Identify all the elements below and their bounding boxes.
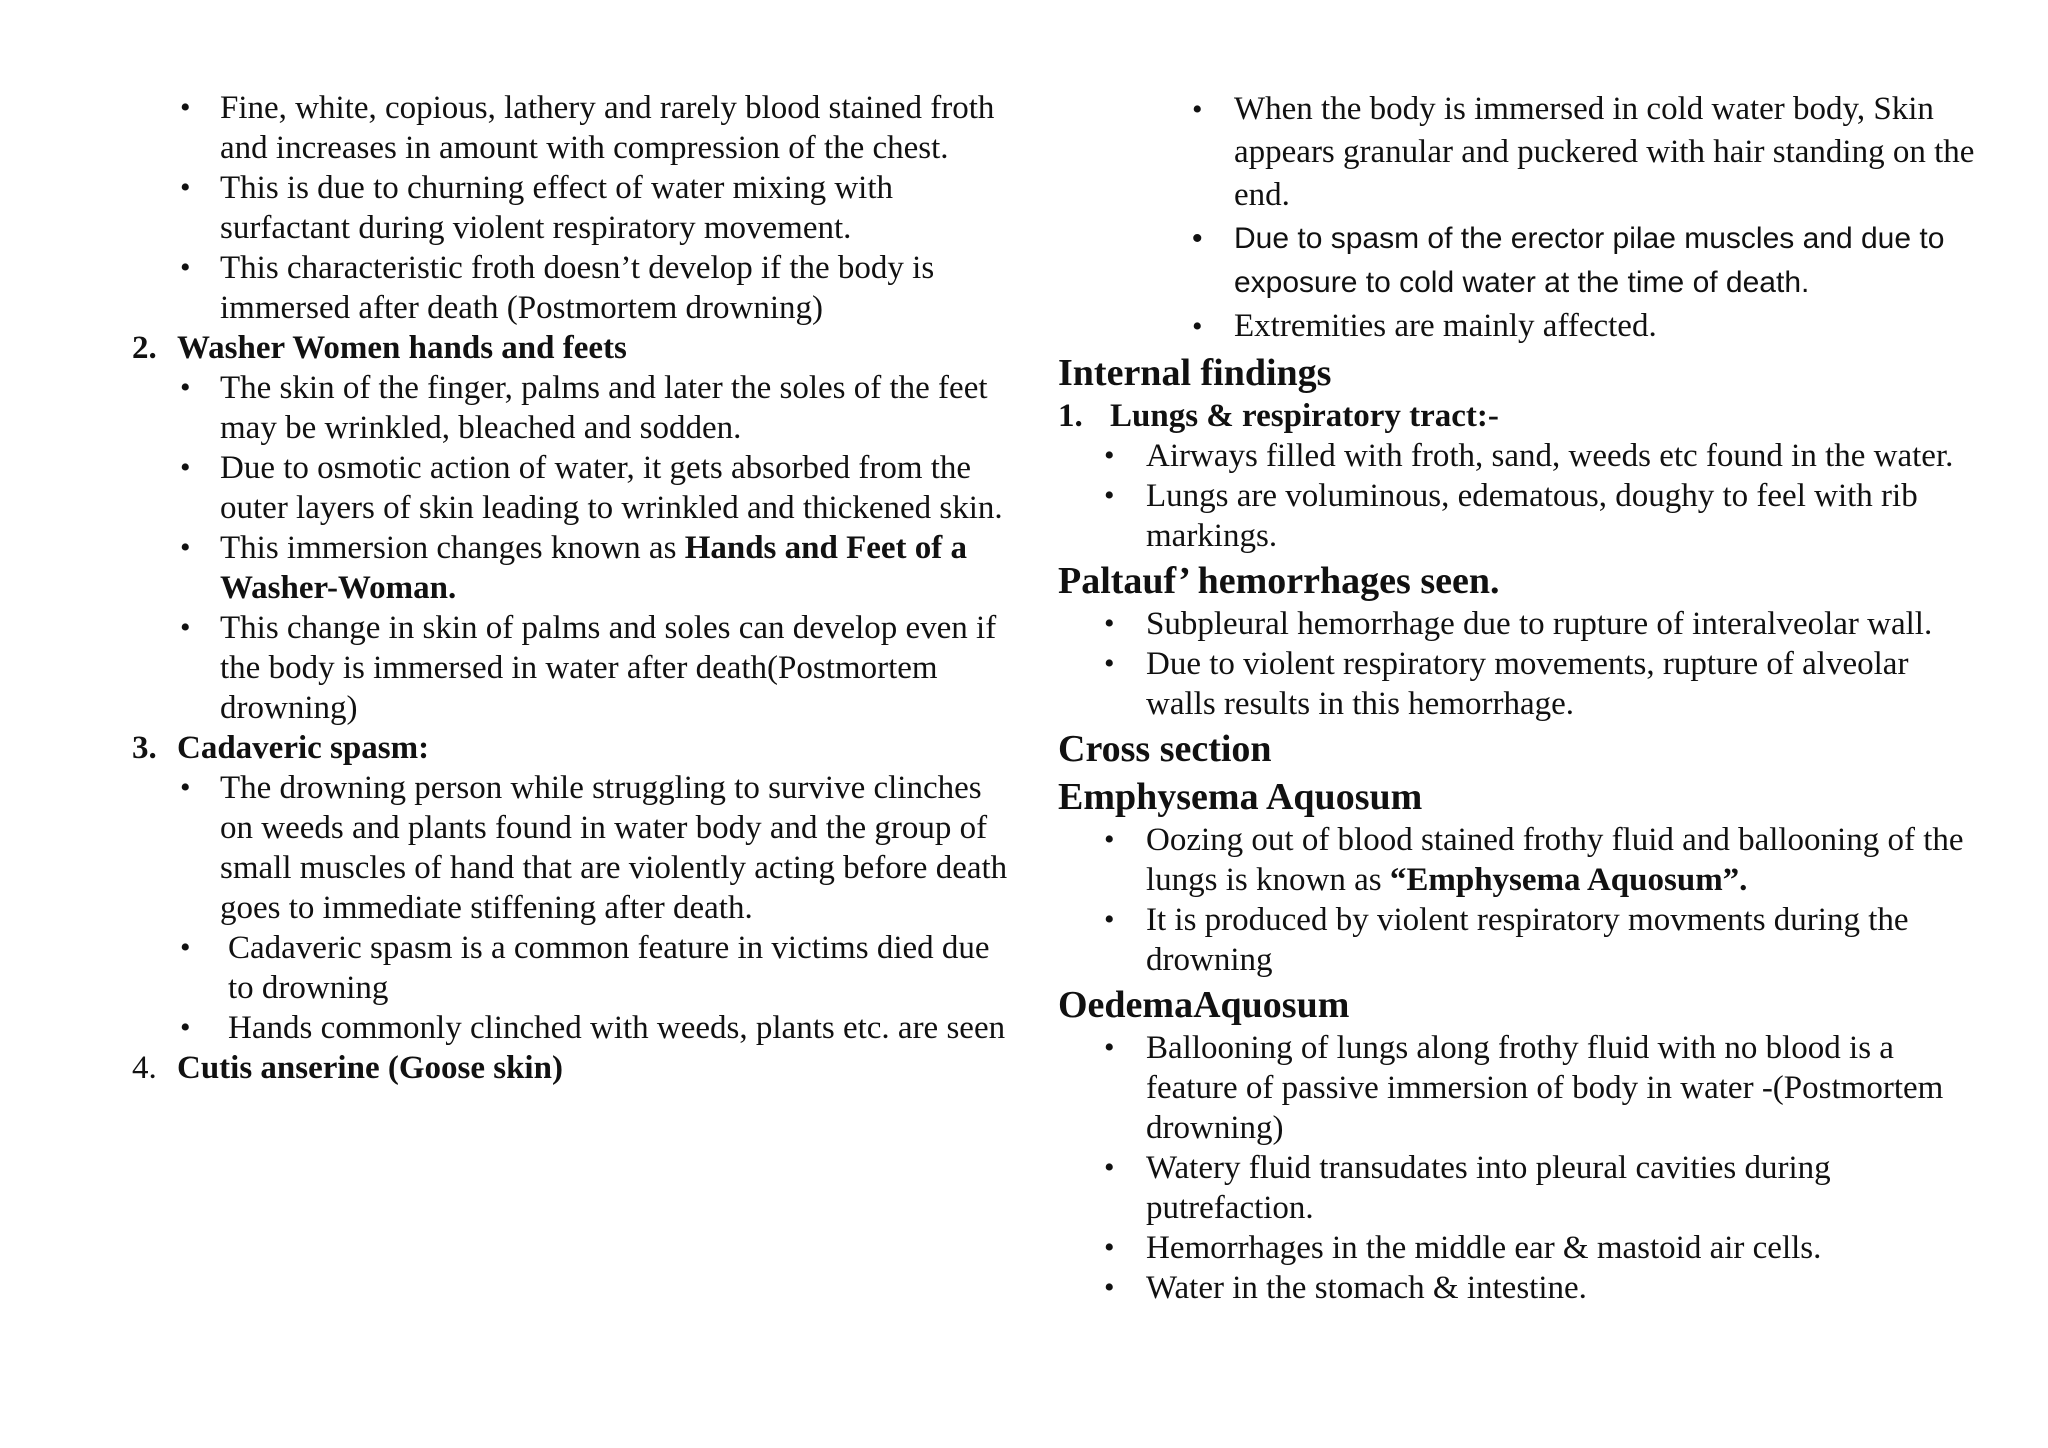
list-item: • Hands commonly clinched with weeds, plants etc. are seen (132, 1008, 1012, 1048)
left-column (132, 88, 1012, 1088)
emphysema-bullet-list (1058, 820, 1978, 980)
list-item: • Due to osmotic action of water, it gets absorbed from the outer layers of skin leading to wrinkled and thickened skin. (132, 448, 1012, 528)
section-heading-goose-skin: 4. Cutis anserine (Goose skin) (132, 1050, 563, 1086)
list-item: • Ballooning of lungs along frothy fluid with no blood is a feature of passive immersion of body in water -(Postmortem drowning) (1058, 1028, 1978, 1148)
list-item: • This immersion changes known as Hands and Feet of a Washer-Woman. (132, 528, 1012, 608)
list-item: • Fine, white, copious, lathery and rarely blood stained froth and increases in amount with compression of the chest. (132, 88, 1012, 168)
list-item: • Cadaveric spasm is a common feature in victims died due to drowning (132, 928, 1012, 1008)
washer-women-bullet-list (132, 368, 1012, 728)
right-column (1058, 88, 1978, 1308)
cadaveric-spasm-bullet-list-2 (132, 928, 1012, 1048)
list-item: • The skin of the finger, palms and later the soles of the feet may be wrinkled, bleached and sodden. (132, 368, 1012, 448)
list-item: • Lungs are voluminous, edematous, doughy to feel with rib markings. (1058, 476, 1978, 556)
section-heading-washer-women: 2. Washer Women hands and feets (132, 330, 627, 366)
internal-findings-heading: Internal findings (1058, 352, 1332, 394)
list-item: • Due to spasm of the erector pilae muscles and due to exposure to cold water at the time of death. (1058, 217, 1978, 305)
cross-section-heading: Cross section (1058, 728, 1272, 770)
list-item: • This is due to churning effect of water mixing with surfactant during violent respiratory movement. (132, 168, 1012, 248)
froth-bullet-list (132, 88, 1012, 328)
list-item: • Subpleural hemorrhage due to rupture of interalveolar wall. (1058, 604, 1978, 644)
list-item: • Hemorrhages in the middle ear & mastoid air cells. (1058, 1228, 1978, 1268)
list-item: • Airways filled with froth, sand, weeds etc found in the water. (1058, 436, 1978, 476)
list-item: • When the body is immersed in cold water body, Skin appears granular and puckered with hair standing on the end. (1058, 88, 1978, 217)
list-item: • The drowning person while struggling to survive clinches on weeds and plants found in water body and the group of small muscles of hand that are violently acting before death goes to immediate stiffening after death. (132, 768, 1012, 928)
list-item: • This characteristic froth doesn’t develop if the body is immersed after death (Postmortem drowning) (132, 248, 1012, 328)
list-item: • Watery fluid transudates into pleural cavities during putrefaction. (1058, 1148, 1978, 1228)
lungs-bullet-list (1058, 436, 1978, 556)
paltauf-bullet-list (1058, 604, 1978, 724)
section-heading-cadaveric-spasm: 3. Cadaveric spasm: (132, 730, 430, 766)
oedema-aquosum-heading: OedemaAquosum (1058, 984, 1350, 1026)
section-heading-lungs: 1. Lungs & respiratory tract:- (1058, 398, 1499, 434)
oedema-bullet-list (1058, 1028, 1978, 1308)
list-item: • This change in skin of palms and soles can develop even if the body is immersed in water after death(Postmortem drowning) (132, 608, 1012, 728)
list-item: • Extremities are mainly affected. (1058, 305, 1978, 348)
list-item: • It is produced by violent respiratory movments during the drowning (1058, 900, 1978, 980)
list-item: • Due to violent respiratory movements, rupture of alveolar walls results in this hemorrhage. (1058, 644, 1978, 724)
emphysema-aquosum-heading: Emphysema Aquosum (1058, 776, 1423, 818)
paltauf-heading: Paltauf’ hemorrhages seen. (1058, 560, 1500, 602)
cadaveric-spasm-bullet-list (132, 768, 1012, 928)
goose-skin-bullet-list (1058, 88, 1978, 348)
list-item: • Water in the stomach & intestine. (1058, 1268, 1978, 1308)
list-item: • Oozing out of blood stained frothy fluid and ballooning of the lungs is known as “Emphysema Aquosum”. (1058, 820, 1978, 900)
